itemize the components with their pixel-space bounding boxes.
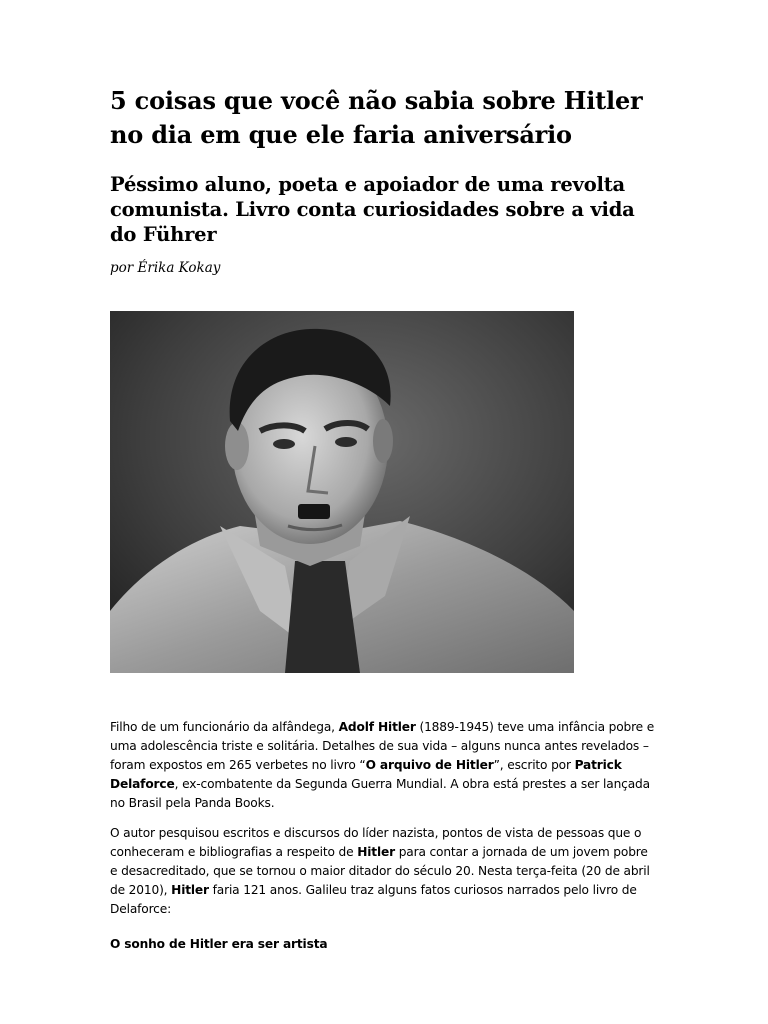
bold-name: Hitler (357, 845, 395, 859)
paragraph-intro (110, 718, 658, 813)
portrait-photo (110, 311, 574, 673)
paragraph-text: , ex-combatente da Segunda Guerra Mundial. A obra está prestes a ser lançada no Brasil pela Panda Books. (110, 777, 650, 810)
portrait-photo-icon (110, 311, 574, 673)
bold-name: Hitler (171, 883, 209, 897)
article-byline: por Érika Kokay (110, 260, 221, 276)
bold-book-title: O arquivo de Hitler (365, 758, 494, 772)
article-subheadline: Péssimo aluno, poeta e apoiador de uma revolta comunista. Livro conta curiosidades sobre a vida do Führer (110, 173, 635, 246)
article-header (110, 84, 658, 277)
paragraph-text: ”, escrito por (493, 758, 575, 772)
bold-name: Adolf Hitler (338, 720, 416, 734)
section-heading: O sonho de Hitler era ser artista (110, 937, 328, 951)
paragraph-text: (1889-1945) teve uma infância pobre e uma adolescência triste e solitária. Detalhes de sua vida – alguns nunca antes revelados – foram expostos em 265 verbetes no livro “ (110, 720, 655, 772)
paragraph-text: Filho de um funcionário da alfândega, (110, 720, 339, 734)
paragraph-text: para contar a jornada de um jovem pobre e desacreditado, que se tornou o maior ditador do século 20. Nesta terça-feita (20 de abril de 2010), (110, 845, 650, 897)
paragraph-research (110, 824, 658, 919)
bold-author-name: Patrick Delaforce (110, 758, 622, 791)
paragraph-text: faria 121 anos. Galileu traz alguns fatos curiosos narrados pelo livro de Delaforce: (110, 883, 637, 916)
paragraph-text: O autor pesquisou escritos e discursos do líder nazista, pontos de vista de pessoas que o conheceram e bibliografias a respeito de (110, 826, 642, 859)
article-headline: 5 coisas que você não sabia sobre Hitler no dia em que ele faria aniversário (110, 86, 643, 149)
article-body (110, 718, 658, 965)
